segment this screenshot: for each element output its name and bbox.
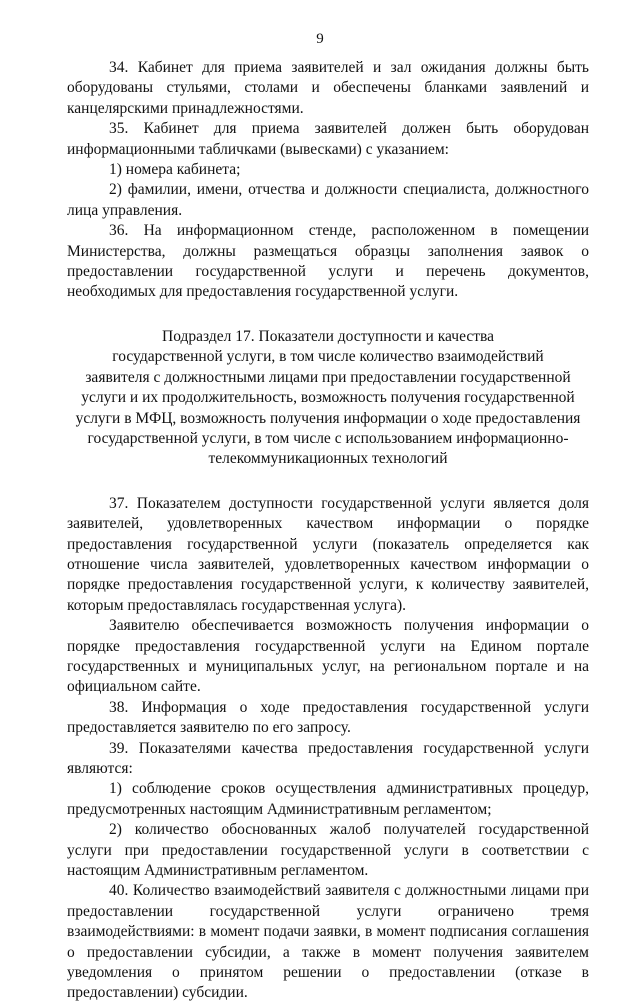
- paragraph-40: 40. Количество взаимодействий заявителя с должностными лицами при предоставлении государственной услуги ограничено тремя взаимодействиями: в момент подачи заявки, в момент подписания соглашения о предоставлении субсидии, а также в момент получения заявителем уведомления о принятом решении о предоставлении (отказе в предоставлении) субсидии.: [67, 882, 589, 1002]
- paragraph-39: 39. Показателями качества предоставления государственной услуги являются:: [67, 739, 589, 777]
- list-item-deadlines: 1) соблюдение сроков осуществления административных процедур, предусмотренных настоящим Административным регламентом;: [67, 780, 589, 818]
- heading-line: телекоммуникационных технологий: [208, 450, 448, 468]
- heading-line: услуги в МФЦ, возможность получения информации о ходе предоставления: [75, 409, 581, 427]
- paragraph-applicant-info: Заявителю обеспечивается возможность получения информации о порядке предоставления государственной услуги на Едином портале государственных и муниципальных услуг, на региональном портале и на официальном сайте.: [67, 617, 589, 696]
- subsection-17-heading: [67, 327, 589, 470]
- document-body: [67, 58, 589, 1004]
- heading-line: государственной услуги, в том числе с использованием информационно-: [87, 429, 569, 447]
- heading-line: государственной услуги, в том числе количество взаимодействий: [112, 348, 544, 366]
- list-item-cabinet-number: 1) номера кабинета;: [109, 161, 241, 179]
- page-number: 9: [316, 31, 324, 47]
- paragraph-37: 37. Показателем доступности государственной услуги является доля заявителей, удовлетворенных качеством информации о порядке предоставления государственной услуги (показатель определяется как отношение числа заявителей, удовлетворенных качеством информации о порядке предоставления государственной услуги, к количеству заявителей, которым предоставлялась государственная услуга).: [67, 494, 589, 614]
- heading-line: Подраздел 17. Показатели доступности и качества: [162, 327, 494, 345]
- list-item-complaints: 2) количество обоснованных жалоб получателей государственной услуги при предоставлении государственной услуги в соответствии с настоящим Административным регламентом.: [67, 821, 589, 880]
- paragraph-36: 36. На информационном стенде, расположенном в помещении Министерства, должны размещаться образцы заполнения заявок о предоставлении государственной услуги и перечень документов, необходимых для предоставления государственной услуги.: [67, 222, 589, 301]
- heading-line: заявителя с должностными лицами при предоставлении государственной: [85, 368, 571, 386]
- list-item-specialist-name: 2) фамилии, имени, отчества и должности специалиста, должностного лица управления.: [67, 181, 589, 219]
- paragraph-35: 35. Кабинет для приема заявителей должен быть оборудован информационными табличками (вывесками) с указанием:: [67, 120, 589, 158]
- paragraph-38: 38. Информация о ходе предоставления государственной услуги предоставляется заявителю по его запросу.: [67, 698, 589, 737]
- paragraph-34: 34. Кабинет для приема заявителей и зал ожидания должны быть оборудованы стульями, столами и обеспечены бланками заявлений и канцелярскими принадлежностями.: [67, 59, 589, 117]
- heading-line: услуги и их продолжительность, возможность получения государственной: [81, 389, 575, 407]
